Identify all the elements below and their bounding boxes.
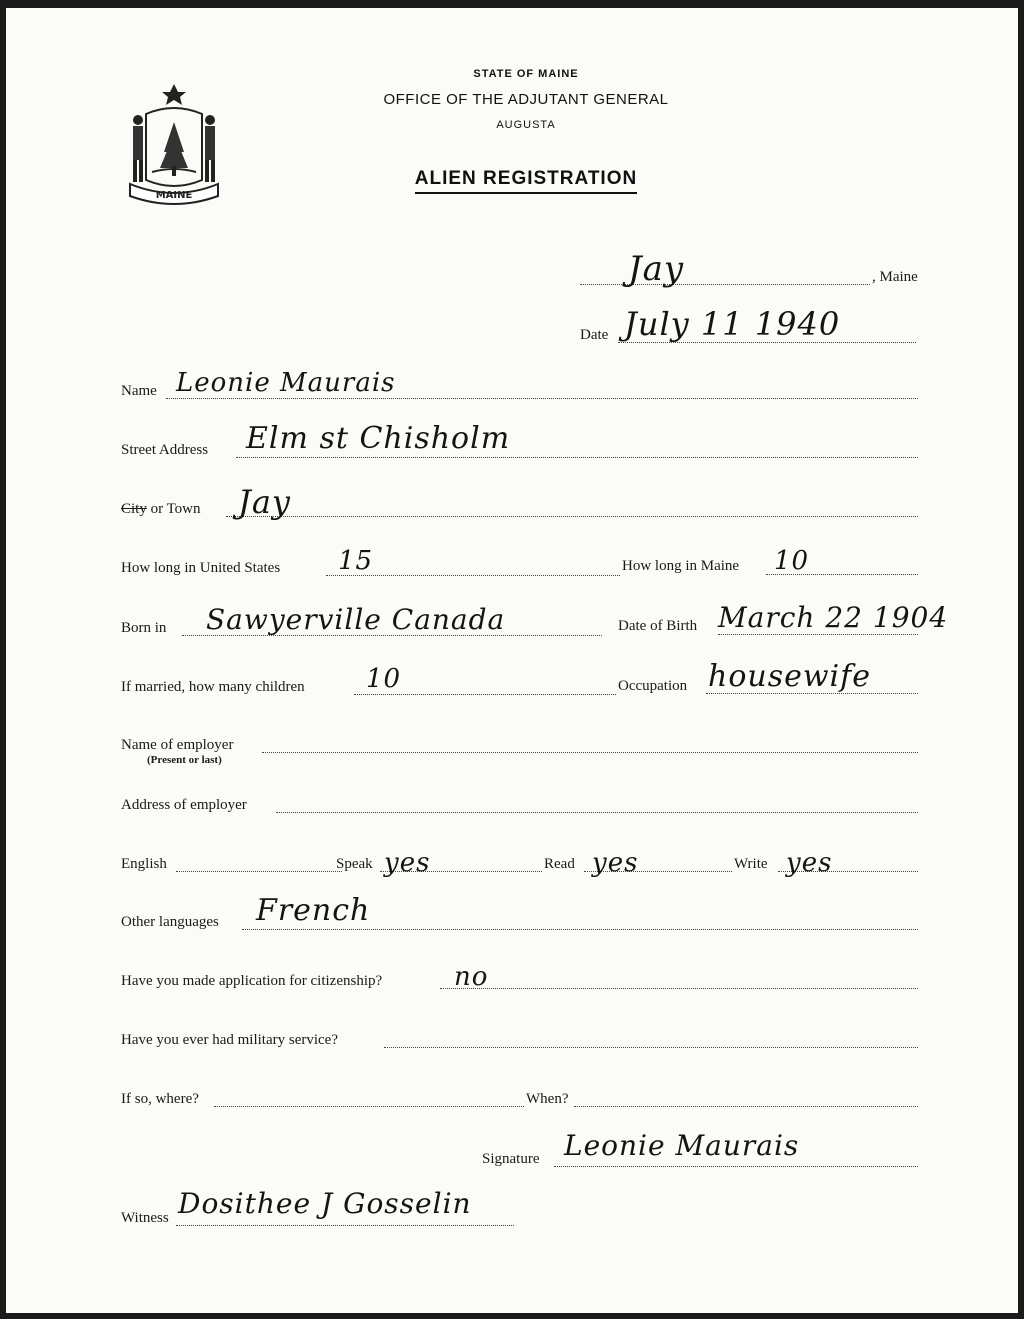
write-label: Write <box>734 856 768 872</box>
town-value: Jay <box>628 249 685 289</box>
maine-suffix-label: , Maine <box>872 269 918 285</box>
seal-banner-text: MAINE <box>155 190 193 201</box>
children-label: If married, how many children <box>121 679 305 695</box>
signature-label: Signature <box>482 1151 540 1167</box>
signature-value: Leonie Maurais <box>564 1129 800 1162</box>
date-value: July 11 1940 <box>624 305 841 343</box>
citizenship-value: no <box>454 962 489 992</box>
years-in-maine-label: How long in Maine <box>622 558 740 574</box>
service-where-label: If so, where? <box>121 1091 199 1107</box>
english-label: English <box>121 856 167 872</box>
occupation-label: Occupation <box>618 678 688 694</box>
form-title: ALIEN REGISTRATION <box>306 168 746 190</box>
date-of-birth-value: March 22 1904 <box>718 601 949 634</box>
witness-value: Dosithee J Gosselin <box>178 1187 472 1220</box>
years-in-us-value: 15 <box>338 546 374 576</box>
city-or-town-label: City or Town <box>121 501 201 517</box>
street-address-value: Elm st Chisholm <box>246 421 511 456</box>
read-label: Read <box>544 856 575 872</box>
state-heading: STATE OF MAINE <box>473 68 579 80</box>
witness-label: Witness <box>121 1210 169 1226</box>
city-or-town-value: Jay <box>238 483 291 521</box>
street-address-label: Street Address <box>121 442 209 458</box>
write-value: yes <box>786 848 833 878</box>
speak-label: Speak <box>336 856 373 872</box>
speak-value: yes <box>384 848 431 878</box>
occupation-value: housewife <box>708 659 871 694</box>
employer-address-label: Address of employer <box>121 797 247 813</box>
maine-state-seal-icon <box>124 80 224 208</box>
service-when-label: When? <box>526 1091 569 1107</box>
other-languages-label: Other languages <box>121 914 219 930</box>
children-value: 10 <box>366 664 402 694</box>
military-service-label: Have you ever had military service? <box>121 1032 338 1048</box>
name-value: Leonie Maurais <box>176 368 396 398</box>
office-heading: OFFICE OF THE ADJUTANT GENERAL <box>383 91 669 108</box>
date-of-birth-label: Date of Birth <box>618 618 698 634</box>
years-in-maine-value: 10 <box>774 546 810 576</box>
read-value: yes <box>592 848 639 878</box>
born-in-value: Sawyerville Canada <box>206 603 506 636</box>
born-in-label: Born in <box>121 620 167 636</box>
employer-sub-label: (Present or last) <box>147 754 222 766</box>
city-heading: AUGUSTA <box>496 119 556 131</box>
name-label: Name <box>121 383 157 399</box>
employer-name-label: Name of employer <box>121 737 234 753</box>
citizenship-label: Have you made application for citizenship? <box>121 973 383 989</box>
years-in-us-label: How long in United States <box>121 560 281 576</box>
other-languages-value: French <box>256 893 371 928</box>
date-label: Date <box>580 327 609 343</box>
registration-form-sheet <box>6 8 1018 1313</box>
